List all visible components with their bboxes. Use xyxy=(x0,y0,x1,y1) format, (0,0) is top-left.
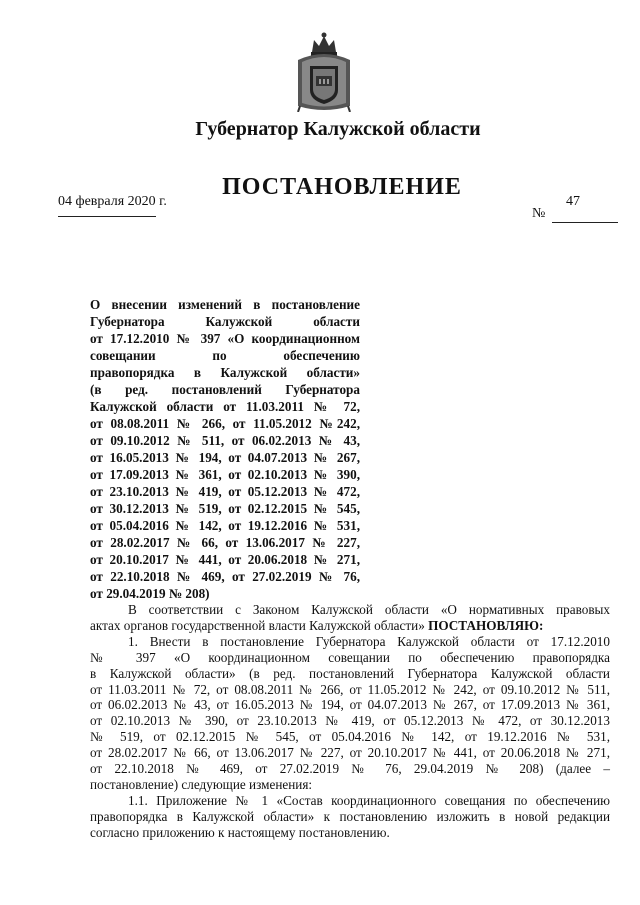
subject-line: от 28.02.2017 № 66, от 13.06.2017 № 227, xyxy=(90,535,360,550)
coat-of-arms-icon xyxy=(294,30,354,112)
item-1-line: № 519, от 02.12.2015 № 545, от 05.04.2016 № 142, от 19.12.2016 № 531, xyxy=(90,729,610,745)
subject-line: от 09.10.2012 № 511, от 06.02.2013 № 43, xyxy=(90,433,360,448)
item-1-line: от 02.10.2013 № 390, от 23.10.2013 № 419, от 05.12.2013 № 472, от 30.12.2013 xyxy=(90,713,610,729)
item-1-line: в Калужской области» (в ред. постановлений Губернатора Калужской области xyxy=(90,665,610,681)
document-number: 47 xyxy=(566,194,580,209)
document-body xyxy=(90,602,610,841)
preamble-text: актах органов государственной власти Калужской области» xyxy=(90,617,425,633)
resolution-keyword: ПОСТАНОВЛЯЮ: xyxy=(428,617,544,633)
item-1-line: от 06.02.2013 № 43, от 16.05.2013 № 194, от 04.07.2013 № 267, от 17.09.2013 № 361, xyxy=(90,697,610,713)
item-1-line: постановление) следующие изменения: xyxy=(90,776,313,792)
subject-line: от 08.08.2011 № 266, от 11.05.2012 №242, xyxy=(90,416,360,431)
item-1-line: от 28.02.2017 № 66, от 13.06.2017 № 227, от 20.10.2017 № 441, от 20.06.2018 № 271, xyxy=(90,745,610,761)
subject-line: от 17.12.2010 № 397 «О координационном xyxy=(90,331,360,346)
item-1-line: от 22.10.2018 № 469, от 27.02.2019 № 76, 29.04.2019 № 208) (далее – xyxy=(90,761,610,777)
subject-line: от 20.10.2017 № 441, от 20.06.2018 № 271, xyxy=(90,552,360,567)
document-date: 04 февраля 2020 г. xyxy=(58,194,167,209)
subject-line: Калужской области от 11.03.2011 № 72, xyxy=(90,399,360,414)
subject-line: совещании по обеспечению xyxy=(90,348,360,363)
item-1-line: от 11.03.2011 № 72, от 08.08.2011 № 266, от 11.05.2012 № 242, от 09.10.2012 № 511, xyxy=(90,681,610,697)
subject-line: О внесении изменений в постановление xyxy=(90,297,360,312)
item-1-line: 1. Внести в постановление Губернатора Калужской области от 17.12.2010 xyxy=(128,633,610,649)
item-1-1-line: 1.1. Приложение № 1 «Состав координационного совещания по обеспечению xyxy=(128,792,610,808)
item-1-line: № 397 «О координационном совещании по обеспечению правопорядка xyxy=(90,649,610,665)
item-1-1-line: согласно приложению к настоящему постановлению. xyxy=(90,824,390,840)
preamble-line: В соответствии с Законом Калужской области «О нормативных правовых xyxy=(128,602,610,617)
subject-line: Губернатора Калужской области xyxy=(90,314,360,329)
subject-line: от 30.12.2013 № 519, от 02.12.2015 № 545, xyxy=(90,501,360,516)
subject-line: от 05.04.2016 № 142, от 19.12.2016 № 531, xyxy=(90,518,360,533)
subject-line: (в ред. постановлений Губернатора xyxy=(90,382,360,397)
subject-line: от 29.04.2019 № 208) xyxy=(90,586,210,601)
number-underline xyxy=(552,222,618,223)
number-label: № xyxy=(532,206,546,221)
item-1-1-line: правопорядка в Калужской области» к постановлению изложить в новой редакции xyxy=(90,808,610,824)
issuing-authority: Губернатор Калужской области xyxy=(195,118,481,140)
document-subject xyxy=(90,296,360,602)
subject-line: от 16.05.2013 № 194, от 04.07.2013 № 267, xyxy=(90,450,360,465)
subject-line: правопорядка в Калужской области» xyxy=(90,365,360,380)
preamble-line xyxy=(90,618,610,634)
subject-line: от 23.10.2013 № 419, от 05.12.2013 № 472, xyxy=(90,484,360,499)
subject-line: от 22.10.2018 № 469, от 27.02.2019 № 76, xyxy=(90,569,360,584)
date-underline xyxy=(58,216,156,217)
document-type-title: ПОСТАНОВЛЕНИЕ xyxy=(222,174,462,200)
subject-line: от 17.09.2013 № 361, от 02.10.2013 № 390, xyxy=(90,467,360,482)
